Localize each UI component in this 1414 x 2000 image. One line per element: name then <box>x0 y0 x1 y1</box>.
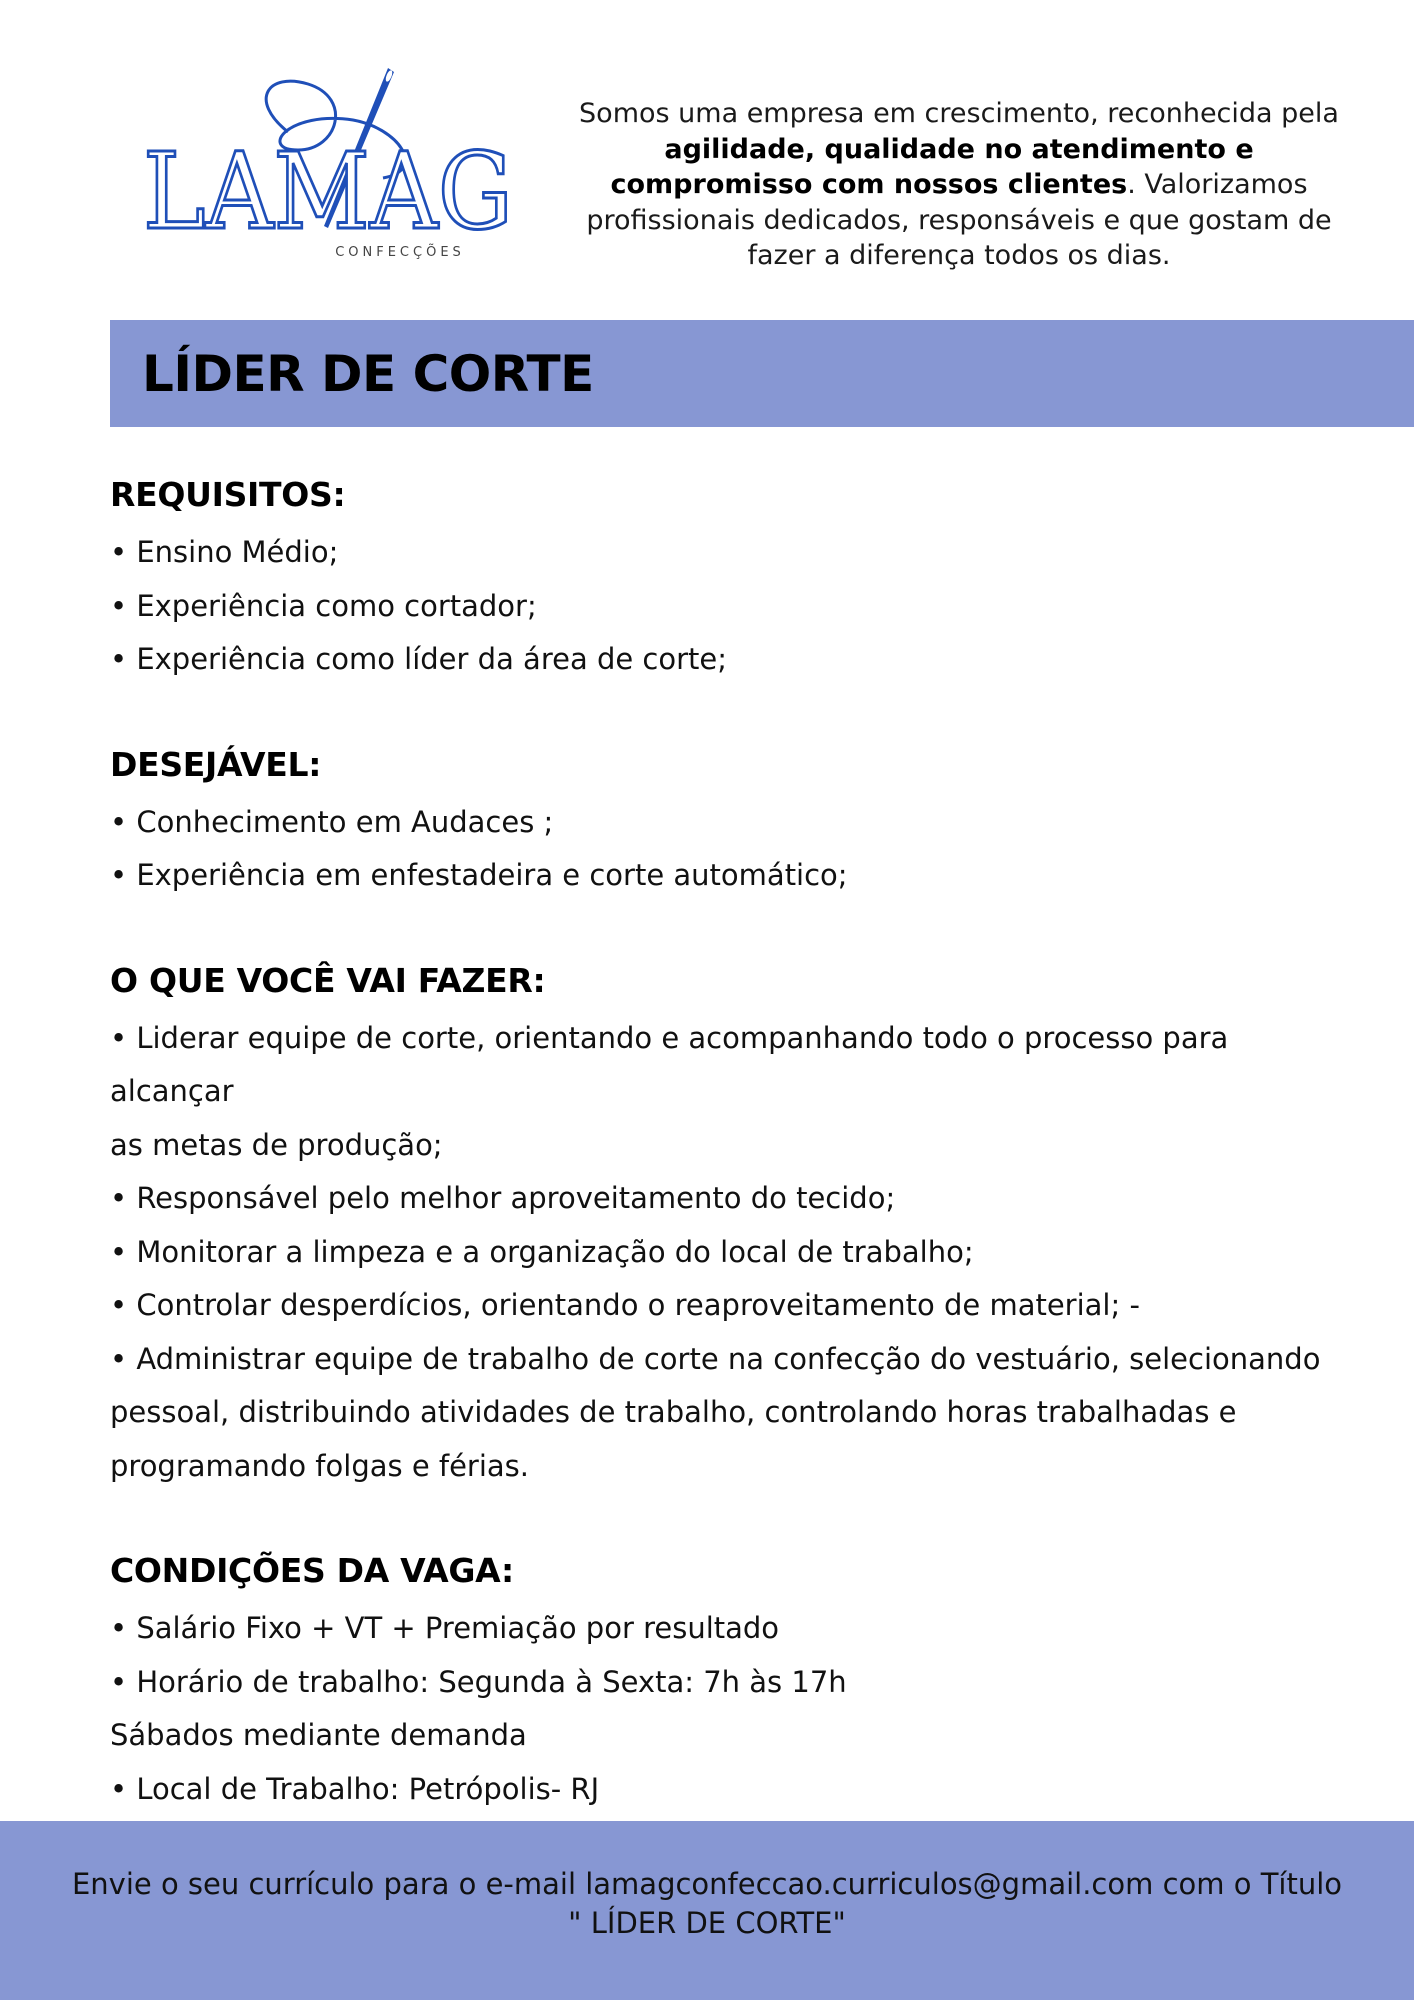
section-heading: CONDIÇÕES DA VAGA: <box>110 1551 514 1590</box>
company-logo <box>138 60 518 270</box>
needle-logo-icon <box>138 60 518 270</box>
intro-text-start: Somos uma empresa em crescimento, reconhecida pela <box>579 98 1339 129</box>
list-item: • Liderar equipe de corte, orientando e acompanhando todo o processo para alcançar <box>110 1020 1229 1108</box>
list-item: • Monitorar a limpeza e a organização do local de trabalho; <box>110 1234 974 1269</box>
list-item: • Salário Fixo + VT + Premiação por resultado <box>110 1611 780 1645</box>
instructions-line-2: " LÍDER DE CORTE" <box>568 1906 846 1940</box>
footer-band <box>0 1821 1414 2000</box>
job-title: LÍDER DE CORTE <box>142 345 594 403</box>
list-item: • Administrar equipe de trabalho de corte na confecção do vestuário, selecionando <box>110 1341 1321 1376</box>
company-intro <box>578 96 1340 274</box>
list-item: Sábados mediante demanda <box>110 1718 527 1752</box>
list-item: • Conhecimento em Audaces ; <box>110 804 554 839</box>
list-item: pessoal, distribuindo atividades de trabalho, controlando horas trabalhadas e <box>110 1395 1237 1429</box>
list-item: • Experiência em enfestadeira e corte automático; <box>110 858 848 892</box>
section-condicoes-da-vaga <box>110 1546 1340 1816</box>
section-requisitos <box>110 470 1340 687</box>
svg-text:CONFECÇÕES: CONFECÇÕES <box>335 245 465 260</box>
list-item: • Ensino Médio; <box>110 535 339 569</box>
list-item: • Experiência como líder da área de corte; <box>110 642 728 676</box>
section-heading: DESEJÁVEL: <box>110 744 322 784</box>
job-details <box>110 470 1340 1869</box>
list-item: • Controlar desperdícios, orientando o reaproveitamento de material; - <box>110 1288 1140 1322</box>
list-item: • Horário de trabalho: Segunda à Sexta: 7h às 17h <box>110 1664 847 1699</box>
job-title-band <box>110 320 1414 427</box>
section-desejavel <box>110 740 1340 903</box>
list-item: • Responsável pelo melhor aproveitamento do tecido; <box>110 1181 896 1215</box>
list-item: • Local de Trabalho: Petrópolis- RJ <box>110 1771 600 1806</box>
intro-text-end: . Valorizamos profissionais dedicados, responsáveis e que gostam de fazer a diferença todos os dias. <box>586 169 1332 271</box>
list-item: • Experiência como cortador; <box>110 588 537 623</box>
section-heading: O QUE VOCÊ VAI FAZER: <box>110 960 546 1000</box>
section-heading: REQUISITOS: <box>110 475 346 514</box>
application-instructions <box>40 1865 1374 1943</box>
instructions-line-1: Envie o seu currículo para o e-mail lamagconfeccao.curriculos@gmail.com com o Título <box>71 1867 1343 1901</box>
list-item: as metas de produção; <box>110 1127 443 1162</box>
svg-text:LAMAG: LAMAG <box>143 130 513 253</box>
list-item: programando folgas e férias. <box>110 1448 530 1483</box>
intro-text-bold: agilidade, qualidade no atendimento e compromisso com nossos clientes <box>610 133 1254 200</box>
section-o-que-voce-vai-fazer <box>110 956 1340 1494</box>
